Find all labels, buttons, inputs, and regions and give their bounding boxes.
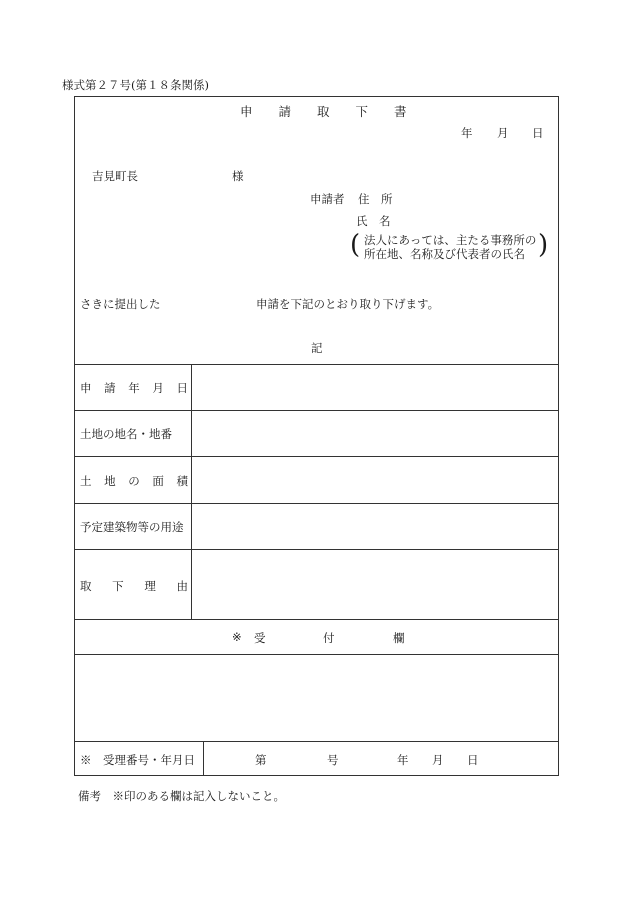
table-line (74, 741, 559, 742)
label-char: 下 (112, 579, 124, 593)
reception-char: 受 (254, 631, 266, 645)
table-line (74, 619, 559, 620)
reception-char: 欄 (393, 631, 405, 645)
body-text-prefix: さきに提出した (80, 297, 161, 311)
name-label: 氏 名 (356, 214, 391, 228)
table-line (74, 503, 559, 504)
label-char: の (128, 474, 140, 488)
title-char: 取 (317, 104, 330, 119)
date-day: 日 (532, 126, 544, 140)
form-title (240, 102, 407, 120)
table-line (74, 364, 559, 365)
right-paren-icon: ) (538, 230, 549, 260)
addressee-suffix: 様 (232, 169, 244, 183)
title-char: 書 (394, 104, 407, 119)
title-char: 申 (240, 104, 253, 119)
label-char: 土 (80, 474, 92, 488)
row-label-withdrawal-reason (80, 578, 188, 594)
table-divider (191, 364, 192, 619)
table-line (74, 410, 559, 411)
label-char: 月 (152, 381, 164, 395)
reception-mark: ※ (232, 630, 242, 644)
table-line (74, 549, 559, 550)
label-char: 請 (104, 381, 116, 395)
receipt-year: 年 (397, 753, 409, 767)
note-line-1: 法人にあっては、主たる事務所の (364, 233, 537, 247)
receipt-month: 月 (432, 753, 444, 767)
form-number: 様式第２７号(第１８条関係) (62, 78, 209, 92)
label-char: 由 (176, 579, 188, 593)
receipt-dai: 第 (255, 753, 267, 767)
label-char: 面 (152, 474, 164, 488)
label-char: 地 (104, 474, 116, 488)
label-char: 理 (144, 579, 156, 593)
receipt-go: 号 (327, 753, 339, 767)
applicant-label: 申請者 (310, 192, 345, 206)
table-line (74, 654, 559, 655)
label-char: 取 (80, 579, 92, 593)
table-divider (203, 741, 204, 776)
row-label-land-area (80, 473, 188, 489)
label-char: 日 (176, 381, 188, 395)
row-label-application-date (80, 380, 188, 396)
corporate-note (350, 232, 550, 262)
left-paren-icon: ( (350, 230, 361, 260)
address-label: 住 所 (358, 192, 393, 206)
note-line-2: 所在地、名称及び代表者の氏名 (364, 247, 525, 261)
label-char: 年 (128, 381, 140, 395)
reception-char: 付 (323, 631, 335, 645)
date-year: 年 (461, 126, 473, 140)
date-month: 月 (497, 126, 509, 140)
addressee: 吉見町長 (92, 169, 138, 183)
title-char: 下 (355, 104, 369, 119)
receipt-day: 日 (467, 753, 479, 767)
label-char: 積 (176, 474, 188, 488)
receipt-label: ※ 受理番号・年月日 (80, 753, 195, 767)
title-char: 請 (278, 104, 292, 119)
table-line (74, 456, 559, 457)
remarks: 備考 ※印のある欄は記入しないこと。 (78, 789, 285, 803)
ki-heading: 記 (311, 341, 323, 355)
body-text-main: 申請を下記のとおり取り下げます。 (256, 297, 440, 311)
row-label-land-location: 土地の地名・地番 (80, 427, 172, 441)
label-char: 申 (80, 381, 92, 395)
row-label-building-use: 予定建築物等の用途 (80, 520, 184, 534)
